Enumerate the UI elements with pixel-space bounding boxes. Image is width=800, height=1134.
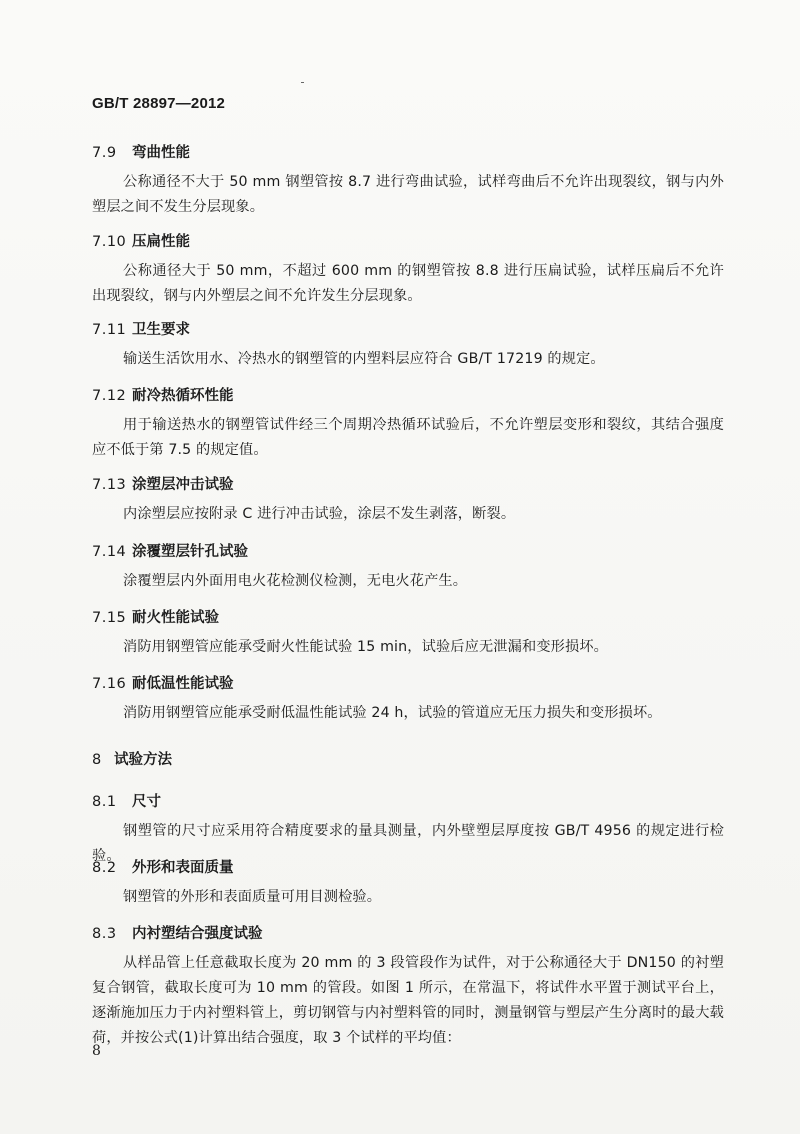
paragraph-7-9: 公称通径不大于 50 mm 钢塑管按 8.7 进行弯曲试验，试样弯曲后不允许出现裂纹，钢与内外塑层之间不发生分层现象。 — [92, 174, 724, 215]
section-title: 卫生要求 — [132, 322, 190, 338]
heading-8 — [92, 748, 172, 769]
section-number: 8.2 — [92, 860, 117, 876]
scan-speck — [301, 82, 304, 83]
heading-7-13 — [92, 473, 234, 494]
section-number: 7.14 — [92, 544, 127, 560]
section-title: 耐冷热循环性能 — [132, 388, 234, 404]
heading-7-10 — [92, 230, 190, 251]
standard-code: GB/T 28897—2012 — [92, 95, 226, 112]
paragraph-7-10: 公称通径大于 50 mm，不超过 600 mm 的钢塑管按 8.8 进行压扁试验，试样压扁后不允许出现裂纹，钢与内外塑层之间不允许发生分层现象。 — [92, 263, 724, 304]
section-number: 8 — [92, 752, 102, 768]
section-number: 8.1 — [92, 794, 117, 810]
paragraph-7-13: 内涂塑层应按附录 C 进行冲击试验，涂层不发生剥落，断裂。 — [123, 506, 516, 522]
section-number: 7.12 — [92, 388, 127, 404]
page-number: 8 — [92, 1043, 101, 1059]
section-title: 尺寸 — [132, 794, 161, 810]
section-title: 外形和表面质量 — [132, 860, 234, 876]
section-number: 7.13 — [92, 477, 127, 493]
section-title: 涂塑层冲击试验 — [132, 477, 234, 493]
paragraph-7-16: 消防用钢塑管应能承受耐低温性能试验 24 h，试验的管道应无压力损失和变形损坏。 — [123, 705, 662, 721]
section-title: 涂覆塑层针孔试验 — [132, 544, 248, 560]
section-title: 耐低温性能试验 — [132, 676, 234, 692]
paragraph-7-12: 用于输送热水的钢塑管试件经三个周期冷热循环试验后，不允许塑层变形和裂纹，其结合强度应不低于第 7.5 的规定值。 — [92, 417, 724, 458]
section-number: 7.10 — [92, 234, 127, 250]
section-title: 耐火性能试验 — [132, 610, 219, 626]
section-number: 7.16 — [92, 676, 127, 692]
paragraph-8-2: 钢塑管的外形和表面质量可用目测检验。 — [123, 889, 382, 905]
section-title: 压扁性能 — [132, 234, 190, 250]
section-title: 弯曲性能 — [132, 145, 190, 161]
paragraph-7-14: 涂覆塑层内外面用电火花检测仪检测，无电火花产生。 — [123, 573, 468, 589]
paragraph-7-11: 输送生活饮用水、冷热水的钢塑管的内塑料层应符合 GB/T 17219 的规定。 — [123, 351, 605, 367]
heading-8-3 — [92, 922, 263, 943]
paragraph-8-3: 从样品管上任意截取长度为 20 mm 的 3 段管段作为试件，对于公称通径大于 DN150 的衬塑复合钢管，截取长度可为 10 mm 的管段。如图 1 所示，在常温下，将试件水平置于测试平台上，逐渐施加压力于内衬塑料管上，剪切钢管与内衬塑料管的同时，测量钢管与塑层产生分离时的最大载荷，并按公式(1)计算出结合强度，取 3 个试样的平均值： — [92, 955, 724, 1046]
heading-7-11 — [92, 318, 190, 339]
section-number: 8.3 — [92, 926, 117, 942]
section-title: 内衬塑结合强度试验 — [132, 926, 263, 942]
heading-7-15 — [92, 606, 219, 627]
heading-7-12 — [92, 384, 234, 405]
section-number: 7.9 — [92, 145, 117, 161]
heading-8-2 — [92, 856, 234, 877]
heading-8-1 — [92, 790, 161, 811]
heading-7-9 — [92, 141, 190, 162]
section-number: 7.15 — [92, 610, 127, 626]
section-number: 7.11 — [92, 322, 127, 338]
paragraph-7-15: 消防用钢塑管应能承受耐火性能试验 15 min，试验后应无泄漏和变形损坏。 — [123, 639, 609, 655]
heading-7-14 — [92, 540, 248, 561]
heading-7-16 — [92, 672, 234, 693]
section-title: 试验方法 — [114, 752, 172, 768]
paragraph-8-1: 钢塑管的尺寸应采用符合精度要求的量具测量，内外壁塑层厚度按 GB/T 4956 的规定进行检验。 — [92, 823, 724, 864]
